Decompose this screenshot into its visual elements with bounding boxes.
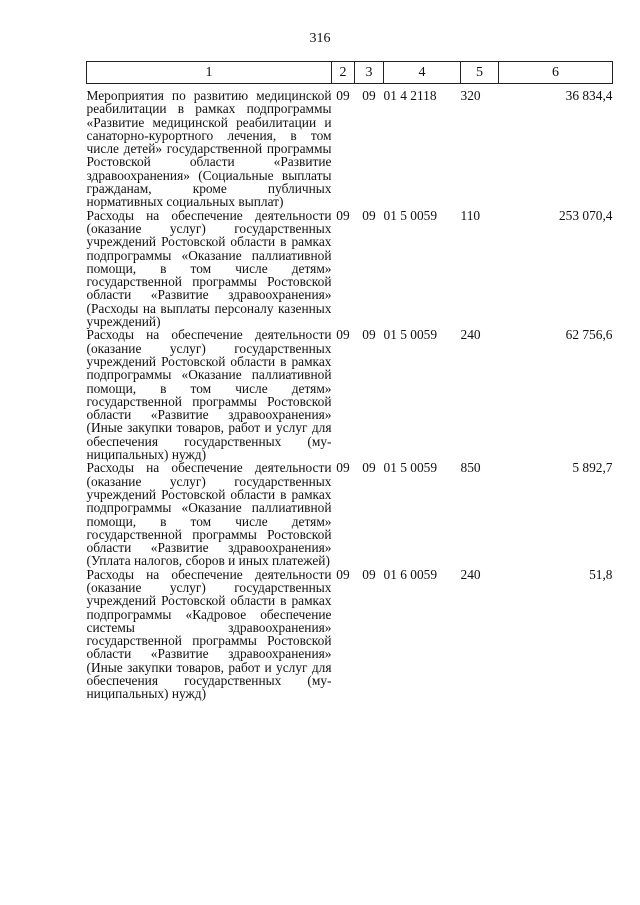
row-target-article: 01 5 0059 [383,460,438,476]
header-col-5: 5 [461,62,499,84]
row-chapter-code: 09 [336,207,350,223]
row-expense-type: 240 [460,327,481,343]
row-subsection-code: 09 [362,566,376,582]
header-col-1: 1 [87,62,332,84]
header-col-2: 2 [332,62,355,84]
row-chapter-code: 09 [336,460,350,476]
row-description: Расходы на обеспечение деятельности (оказание услуг) государственных учреждений Ростовской области в рамках подпрограммы «Оказание паллиативной помощи, в том числе детям» государственной программы Ростовской области «Развитие здравоохранения» (Иные закупки товаров, работ и услуг для обеспечения государственных (муниципальных) нужд) [86,327,332,463]
table-row [87,209,613,329]
table-row [87,461,613,567]
row-expense-type: 240 [460,566,481,582]
row-expense-type: 110 [460,207,481,223]
row-subsection-code: 09 [362,88,376,103]
table-row [87,568,613,701]
header-col-4: 4 [384,62,461,84]
row-target-article: 01 6 0059 [383,566,438,582]
row-subsection-code: 09 [362,327,376,343]
row-description: Расходы на обеспечение деятельности (оказание услуг) государственных учреждений Ростовской области в рамках подпрограммы «Оказание паллиативной помощи, в том числе детям» государственной программы Ростовской области «Развитие здравоохранения» (Уплата налогов, сборов и иных платежей) [86,460,332,569]
row-description: Расходы на обеспечение деятельности (оказание услуг) государственных учреждений Ростовской области в рамках подпрограммы «Кадровое обеспечение системы здравоохранения» государственной программы Ростовской области «Развитие здравоохранения» (Иные закупки товаров, работ и услуг для обеспечения государственных (муниципальных) нужд) [86,566,332,702]
row-subsection-code: 09 [362,207,376,223]
row-chapter-code: 09 [336,327,350,343]
table-row [87,328,613,461]
row-chapter-code: 09 [336,88,350,103]
table-header-row [87,62,613,84]
row-target-article: 01 5 0059 [383,207,438,223]
row-amount: 62 756,6 [565,327,613,343]
header-col-6: 6 [499,62,613,84]
row-amount: 253 070,4 [558,207,613,223]
row-amount: 36 834,4 [565,88,613,103]
row-chapter-code: 09 [336,566,350,582]
row-expense-type: 320 [460,88,481,103]
budget-table [86,61,613,701]
row-subsection-code: 09 [362,460,376,476]
page-number: 316 [309,31,331,46]
row-description: Мероприятия по развитию медицинской реабилитации в рамках подпрограммы «Развитие медицинской реабилитации и санаторно-курортного лечения, в том числе детей» государственной программы Ростовской области «Развитие здравоохранения» (Социальные выплаты гражданам, кроме публичных нормативных социальных выплат) [86,88,332,210]
table-row [87,84,613,209]
row-target-article: 01 4 2118 [383,88,437,103]
row-expense-type: 850 [460,460,481,476]
row-amount: 5 892,7 [572,460,613,476]
row-amount: 51,8 [589,566,613,582]
row-target-article: 01 5 0059 [383,327,438,343]
header-col-3: 3 [355,62,384,84]
row-description: Расходы на обеспечение деятельности (оказание услуг) государственных учреждений Ростовской области в рамках подпрограммы «Оказание паллиативной помощи, в том числе детям» государственной программы Ростовской области «Развитие здравоохранения» (Расходы на выплаты персоналу казенных учреждений) [86,207,332,330]
